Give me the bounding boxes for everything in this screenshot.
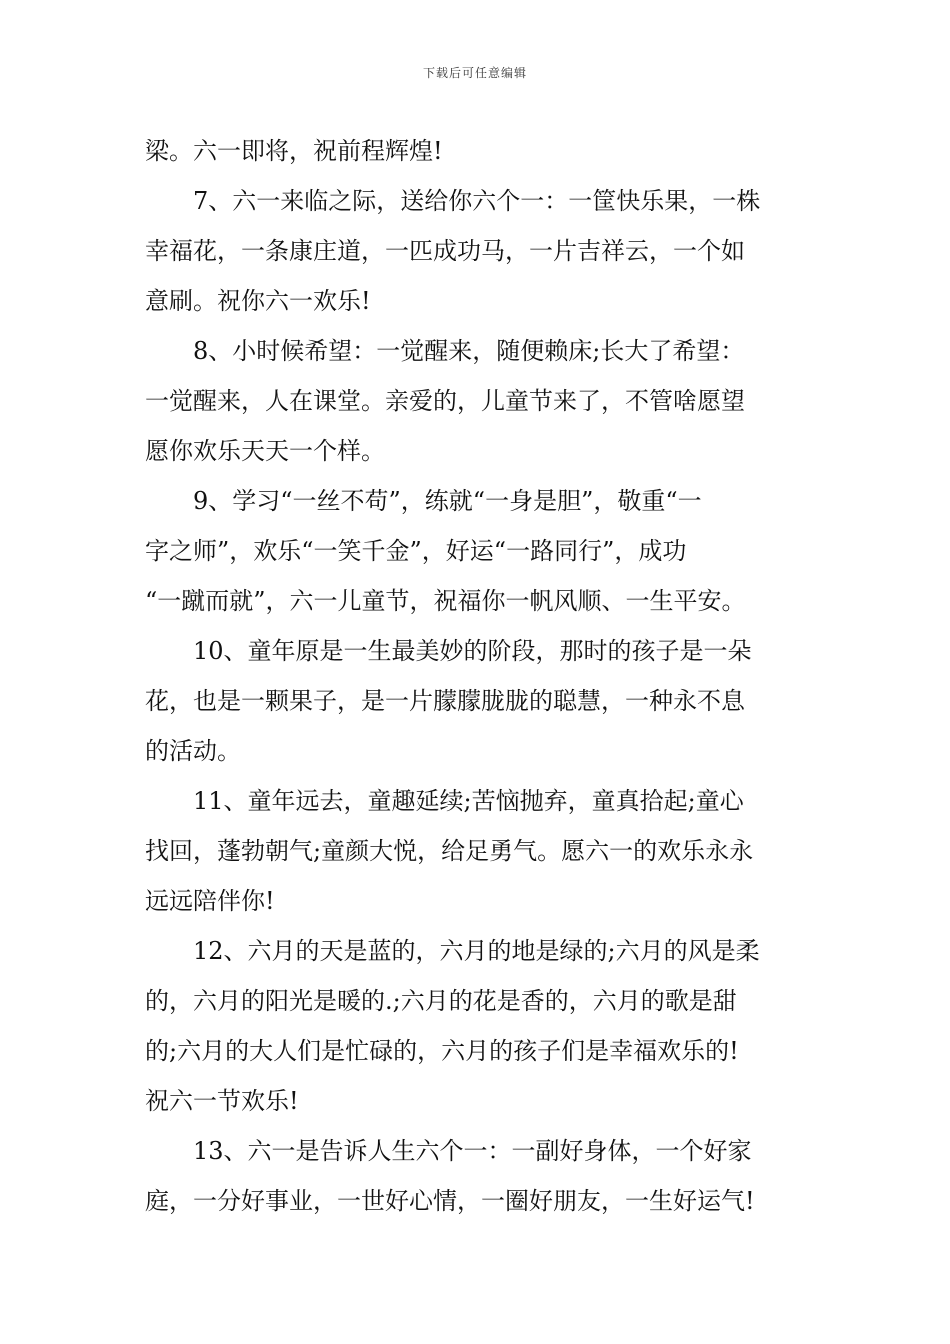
text-line: 一觉醒来，人在课堂。亲爱的，儿童节来了，不管啥愿望	[145, 387, 745, 415]
text-line: 梁。六一即将，祝前程辉煌!	[145, 137, 443, 165]
text-line: 字之师”，欢乐“一笑千金”，好运“一路同行”，成功	[145, 537, 687, 565]
text-line: 13、六一是告诉人生六个一：一副好身体，一个好家	[145, 1137, 752, 1165]
text-line: 愿你欢乐天天一个样。	[145, 437, 385, 465]
text-line: 花，也是一颗果子，是一片朦朦胧胧的聪慧，一种永不息	[145, 687, 745, 715]
text-line: 8、小时候希望：一觉醒来，随便赖床;长大了希望：	[145, 337, 745, 365]
text-line: 庭，一分好事业，一世好心情，一圈好朋友，一生好运气!	[145, 1187, 755, 1215]
paragraph-11	[145, 776, 810, 926]
text-line: 10、童年原是一生最美妙的阶段，那时的孩子是一朵	[145, 637, 752, 665]
document-body	[145, 126, 810, 1226]
text-line: 找回，蓬勃朝气;童颜大悦，给足勇气。愿六一的欢乐永永	[145, 837, 754, 865]
text-line: 远远陪伴你!	[145, 887, 275, 915]
paragraph-10	[145, 626, 810, 776]
paragraph-9	[145, 476, 810, 626]
text-line: 意刷。祝你六一欢乐!	[145, 287, 371, 315]
text-line: 的;六月的大人们是忙碌的，六月的孩子们是幸福欢乐的!	[145, 1037, 739, 1065]
page-header: 下载后可任意编辑	[422, 66, 527, 80]
text-line: 11、童年远去，童趣延续;苦恼抛弃，童真拾起;童心	[145, 787, 744, 815]
paragraph-13	[145, 1126, 810, 1226]
paragraph-12	[145, 926, 810, 1126]
text-line: 的活动。	[145, 737, 241, 765]
text-line: 9、学习“一丝不苟”，练就“一身是胆”，敬重“一	[145, 487, 702, 515]
text-line: “一蹴而就”，六一儿童节，祝福你一帆风顺、一生平安。	[145, 587, 746, 615]
text-line: 12、六月的天是蓝的，六月的地是绿的;六月的风是柔	[145, 937, 760, 965]
paragraph-8	[145, 326, 810, 476]
text-line: 的，六月的阳光是暖的.;六月的花是香的，六月的歌是甜	[145, 987, 737, 1015]
text-line: 7、六一来临之际，送给你六个一：一筐快乐果，一株	[145, 187, 761, 215]
paragraph-7	[145, 176, 810, 326]
text-line: 祝六一节欢乐!	[145, 1087, 299, 1115]
paragraph-6-ending	[145, 126, 810, 176]
text-line: 幸福花，一条康庄道，一匹成功马，一片吉祥云，一个如	[145, 237, 745, 265]
